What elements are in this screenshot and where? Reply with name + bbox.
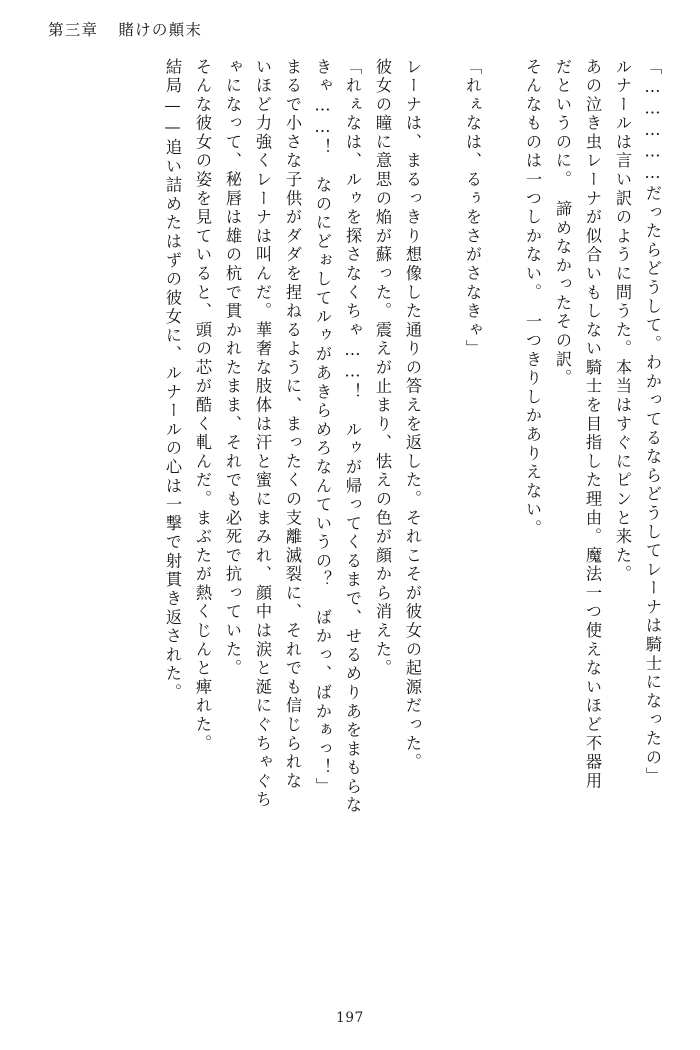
chapter-title: 賭けの顛末 (118, 21, 203, 39)
text-column: 「れぇなは、ルゥを探さなくちゃ……！ ルゥが帰ってくるまで、せるめりあをまもらな (343, 58, 362, 816)
page-header (48, 18, 202, 40)
text-column: そんなものは一つしかない。 一つきりしかありえない。 (523, 58, 542, 539)
text-column: 「……………だったらどうして。わかってるならどうしてレーナは騎士になったの」 (643, 58, 662, 787)
text-column: まるで小さな子供がダダを捏ねるように、まったくの支離滅裂に、それでも信じられな (283, 58, 302, 791)
text-column: あの泣き虫レーナが似合いもしない騎士を目指した理由。魔法一つ使えないほど不器用 (583, 58, 602, 791)
text-column: 結局——追い詰めたはずの彼女に、ルナールの心は一撃で射貫き返された。 (163, 58, 182, 703)
text-column: レーナは、まるっきり想像した通りの答えを返した。それこそが彼女の起源だった。 (403, 58, 422, 773)
text-column: 「れぇなは、るぅをさがさなきゃ」 (463, 58, 482, 359)
page-number: 197 (336, 1010, 364, 1026)
text-column: だというのに。 諦めなかったその訳。 (553, 58, 572, 389)
text-column: そんな彼女の姿を見ていると、頭の芯が酷く軋んだ。まぶたが熱くじんと痺れた。 (193, 58, 212, 754)
text-column: きゃ……！ なのにどぉしてルゥがあきらめろなんていうの？ ばかっ、ばかぁっ！」 (313, 58, 332, 797)
text-column (420, 58, 450, 963)
text-column: 彼女の瞳に意思の焔が蘇った。震えが止まり、怯えの色が顔から消えた。 (373, 58, 392, 679)
text-column: ゃになって、秘唇は雄の杭で貫かれたまま、それでも必死で抗っていた。 (223, 58, 242, 679)
body-text (40, 58, 660, 978)
text-column (480, 58, 510, 963)
chapter-number: 第三章 (48, 21, 99, 39)
text-column: ルナールは言い訳のように問うた。本当はすぐにピンと来た。 (613, 58, 632, 585)
text-column: いほど力強くレーナは叫んだ。華奢な肢体は汗と蜜にまみれ、顔中は涙と涎にぐちゃぐち (253, 58, 272, 810)
